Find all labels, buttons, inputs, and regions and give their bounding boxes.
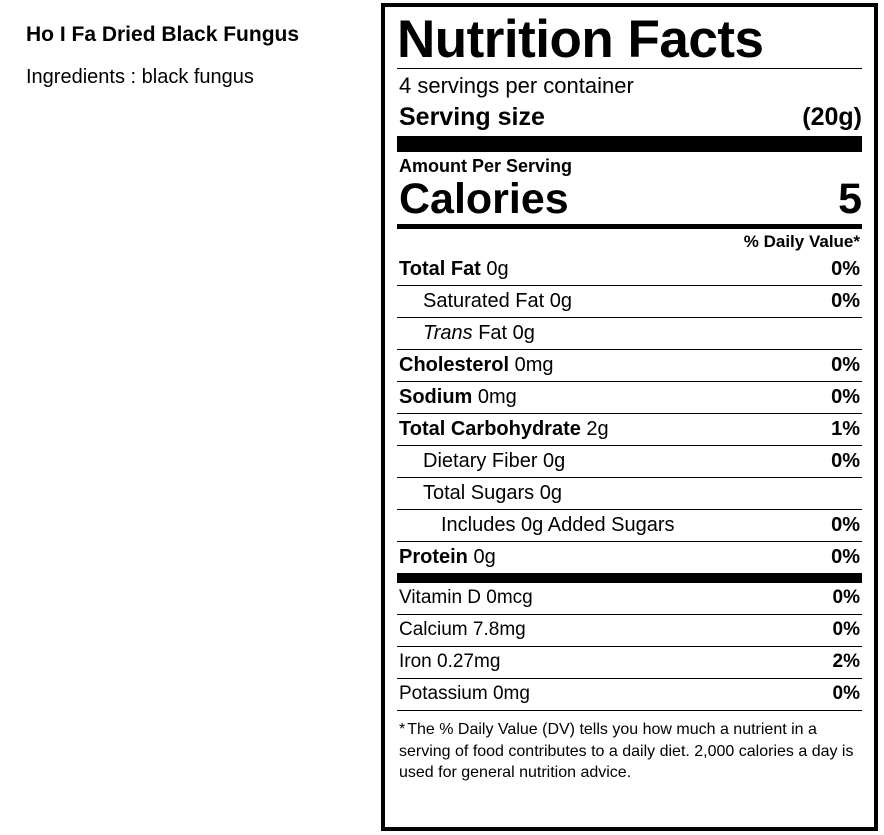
serving-size-label: Serving size	[399, 103, 545, 131]
amount-per-serving-label: Amount Per Serving	[399, 156, 573, 176]
nutrient-label: Dietary Fiber 0g	[423, 450, 566, 473]
daily-value-footnote	[397, 711, 862, 784]
vitamin-rows	[397, 583, 862, 711]
calories-label: Calories	[399, 175, 569, 223]
footnote-text: The % Daily Value (DV) tells you how much a nutrient in a serving of food contributes to a daily diet. 2,000 calories a day is used for general nutrition advice.	[399, 721, 854, 782]
vitamin-dv: 0%	[832, 587, 860, 609]
nutrient-dv: 0%	[831, 290, 860, 313]
vitamin-label: Iron 0.27mg	[399, 651, 501, 673]
nutrient-row	[397, 318, 862, 350]
nutrient-dv: 0%	[831, 354, 860, 377]
footnote-star: *	[399, 721, 406, 739]
nutrient-rows	[397, 254, 862, 573]
nutrient-label: Saturated Fat 0g	[423, 290, 572, 313]
nutrient-row	[397, 382, 862, 414]
vitamin-label: Vitamin D 0mcg	[399, 587, 533, 609]
nutrition-facts-title: Nutrition Facts	[397, 10, 764, 69]
vitamin-dv: 2%	[832, 651, 860, 673]
vitamin-row	[397, 583, 862, 615]
product-ingredients: Ingredients : black fungus	[26, 66, 254, 89]
vitamins-divider	[397, 573, 862, 583]
daily-value-header: % Daily Value*	[743, 232, 860, 252]
nutrient-dv: 0%	[831, 450, 860, 473]
nutrient-label: Sodium 0mg	[399, 386, 517, 409]
nutrient-row	[397, 350, 862, 382]
nutrient-label: Total Carbohydrate 2g	[399, 418, 609, 441]
vitamin-row	[397, 647, 862, 679]
nutrient-row	[397, 542, 862, 573]
nutrient-label: Total Fat 0g	[399, 258, 509, 281]
nutrient-label: Trans Fat 0g	[423, 322, 535, 345]
vitamin-dv: 0%	[832, 683, 860, 705]
nutrient-row	[397, 254, 862, 286]
calories-row	[397, 177, 862, 224]
nutrient-row	[397, 286, 862, 318]
serving-size-value: (20g)	[802, 103, 862, 131]
product-title: Ho I Fa Dried Black Fungus	[26, 23, 300, 46]
nutrient-label: Cholesterol 0mg	[399, 354, 554, 377]
nutrient-row	[397, 446, 862, 478]
vitamin-row	[397, 615, 862, 647]
nutrient-row	[397, 414, 862, 446]
servings-per-container: 4 servings per container	[399, 73, 634, 98]
calories-value: 5	[838, 175, 862, 223]
nutrient-row	[397, 510, 862, 542]
nutrient-dv: 0%	[831, 546, 860, 569]
vitamin-label: Calcium 7.8mg	[399, 619, 526, 641]
vitamin-row	[397, 679, 862, 711]
nutrition-facts-panel	[381, 3, 878, 831]
nutrient-label: Total Sugars 0g	[423, 482, 562, 505]
serving-size-row	[397, 102, 862, 136]
vitamin-label: Potassium 0mg	[399, 683, 530, 705]
nutrient-dv: 0%	[831, 514, 860, 537]
vitamin-dv: 0%	[832, 619, 860, 641]
product-info	[26, 22, 366, 89]
nutrient-dv: 0%	[831, 258, 860, 281]
nutrient-dv: 0%	[831, 386, 860, 409]
serving-size-divider	[397, 136, 862, 152]
nutrient-label: Protein 0g	[399, 546, 496, 569]
nutrient-dv: 1%	[831, 418, 860, 441]
nutrient-label: Includes 0g Added Sugars	[441, 514, 675, 537]
nutrient-row	[397, 478, 862, 510]
